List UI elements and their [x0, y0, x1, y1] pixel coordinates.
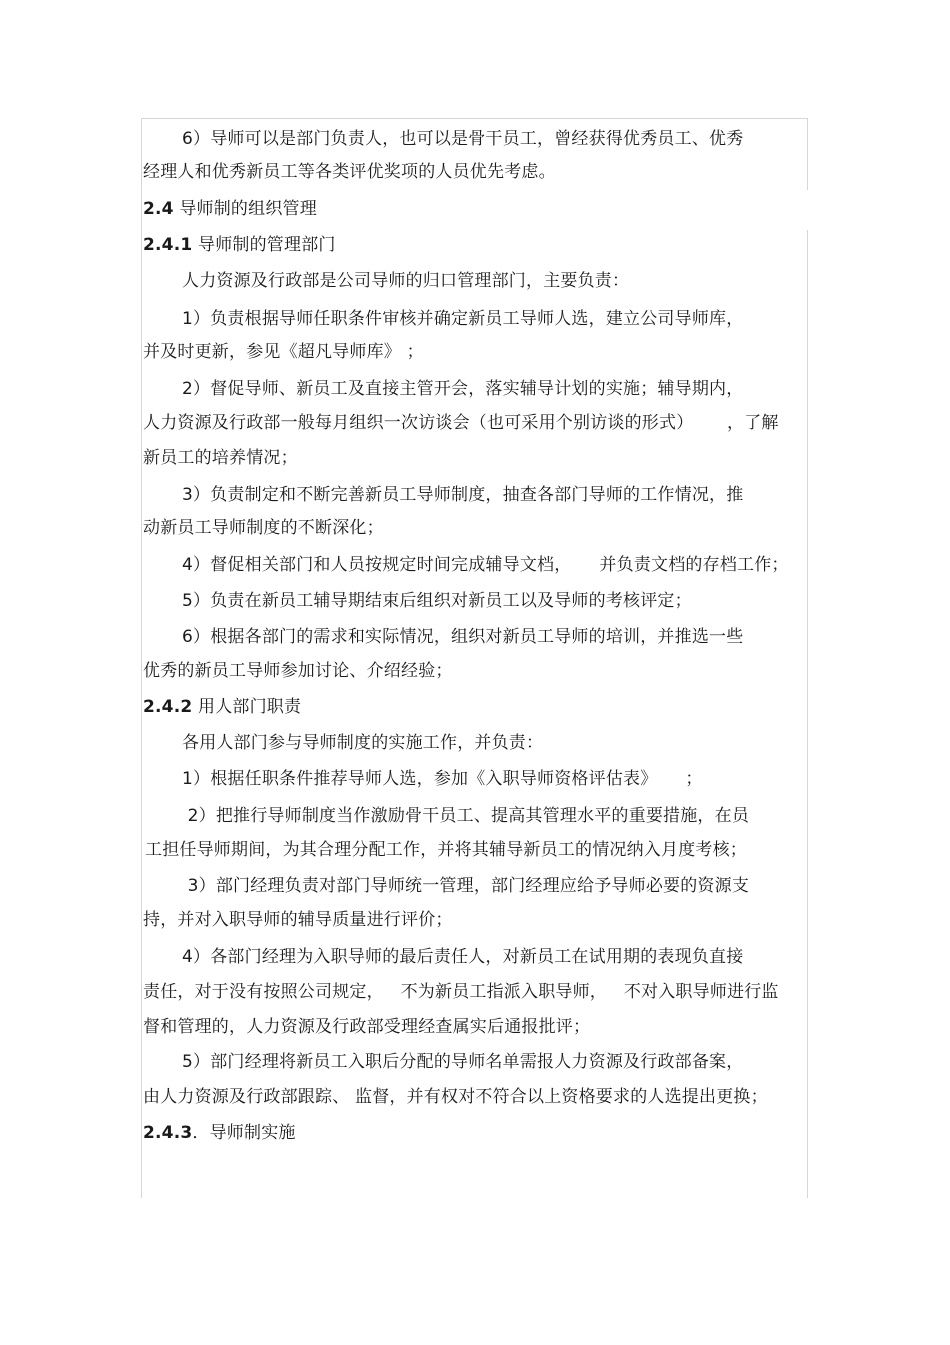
- text-line: 3）负责制定和不断完善新员工导师制度，抽查各部门导师的工作情况，推: [182, 485, 744, 505]
- text-line: 3）部门经理负责对部门导师统一管理，部门经理应给予导师必要的资源支: [182, 876, 750, 896]
- text-line: 6）根据各部门的需求和实际情况，组织对新员工导师的培训，并推选一些: [182, 627, 744, 647]
- text-line: 责任，对于没有按照公司规定， 不为新员工指派入职导师， 不对入职导师进行监: [143, 982, 779, 1002]
- text-line: 6）导师可以是部门负责人，也可以是骨干员工，曾经获得优秀员工、优秀: [182, 129, 744, 149]
- text-line: 经理人和优秀新员工等各类评优奖项的人员优先考虑。: [143, 162, 556, 182]
- frame-right-line-lower: [807, 230, 808, 1198]
- text-line: 1）负责根据导师任职条件审核并确定新员工导师人选，建立公司导师库，: [182, 309, 744, 329]
- text-line: 新员工的培养情况；: [143, 448, 298, 468]
- text-line: 各用人部门参与导师制度的实施工作，并负责：: [182, 733, 544, 753]
- text-line: 5）负责在新员工辅导期结束后组织对新员工以及导师的考核评定；: [182, 591, 692, 611]
- heading-text: ．导师制实施: [192, 1123, 296, 1143]
- frame-top-line: [141, 118, 808, 119]
- text-line: 并及时更新，参见《超凡导师库》 ；: [143, 342, 424, 362]
- frame-right-line-upper: [807, 118, 808, 190]
- heading-text: 导师制的管理部门: [192, 235, 336, 255]
- text-line: 4）各部门经理为入职导师的最后责任人，对新员工在试用期的表现负直接: [182, 947, 744, 967]
- text-line: 2）督促导师、新员工及直接主管开会，落实辅导计划的实施；辅导期内，: [182, 379, 744, 399]
- section-heading-2-4: [143, 198, 317, 220]
- text-line: 工担任导师期间，为其合理分配工作，并将其辅导新员工的情况纳入月度考核；: [145, 840, 747, 860]
- text-line: 1）根据任职条件推荐导师人选，参加《入职导师资格评估表》 ；: [182, 769, 703, 789]
- heading-number: 2.4.1: [143, 235, 193, 255]
- text-line: 人力资源及行政部是公司导师的归口管理部门，主要负责：: [182, 271, 630, 291]
- text-line: 4）督促相关部门和人员按规定时间完成辅导文档， 并负责文档的存档工作；: [182, 555, 789, 575]
- text-line: 由人力资源及行政部跟踪、 监督，并有权对不符合以上资格要求的人选提出更换；: [143, 1087, 768, 1107]
- text-line: 动新员工导师制度的不断深化；: [143, 518, 384, 538]
- heading-number: 2.4.2: [143, 697, 193, 717]
- section-heading-2-4-1: [143, 234, 336, 256]
- section-heading-2-4-3: [143, 1122, 296, 1144]
- text-line: 2）把推行导师制度当作激励骨干员工、提高其管理水平的重要措施，在员: [182, 806, 750, 826]
- frame-left-line: [141, 118, 142, 1198]
- heading-text: 用人部门职责: [192, 697, 302, 717]
- heading-text: 导师制的组织管理: [173, 199, 317, 219]
- section-heading-2-4-2: [143, 696, 301, 718]
- text-line: 人力资源及行政部一般每月组织一次访谈会（也可采用个别访谈的形式） ，了解: [143, 413, 779, 433]
- text-line: 督和管理的，人力资源及行政部受理经查属实后通报批评；: [143, 1017, 591, 1037]
- text-line: 优秀的新员工导师参加讨论、介绍经验；: [143, 661, 453, 681]
- heading-number: 2.4: [143, 199, 174, 219]
- text-line: 持，并对入职导师的辅导质量进行评价；: [143, 910, 453, 930]
- heading-number: 2.4.3: [143, 1123, 193, 1143]
- text-line: 5）部门经理将新员工入职后分配的导师名单需报人力资源及行政部备案，: [182, 1052, 744, 1072]
